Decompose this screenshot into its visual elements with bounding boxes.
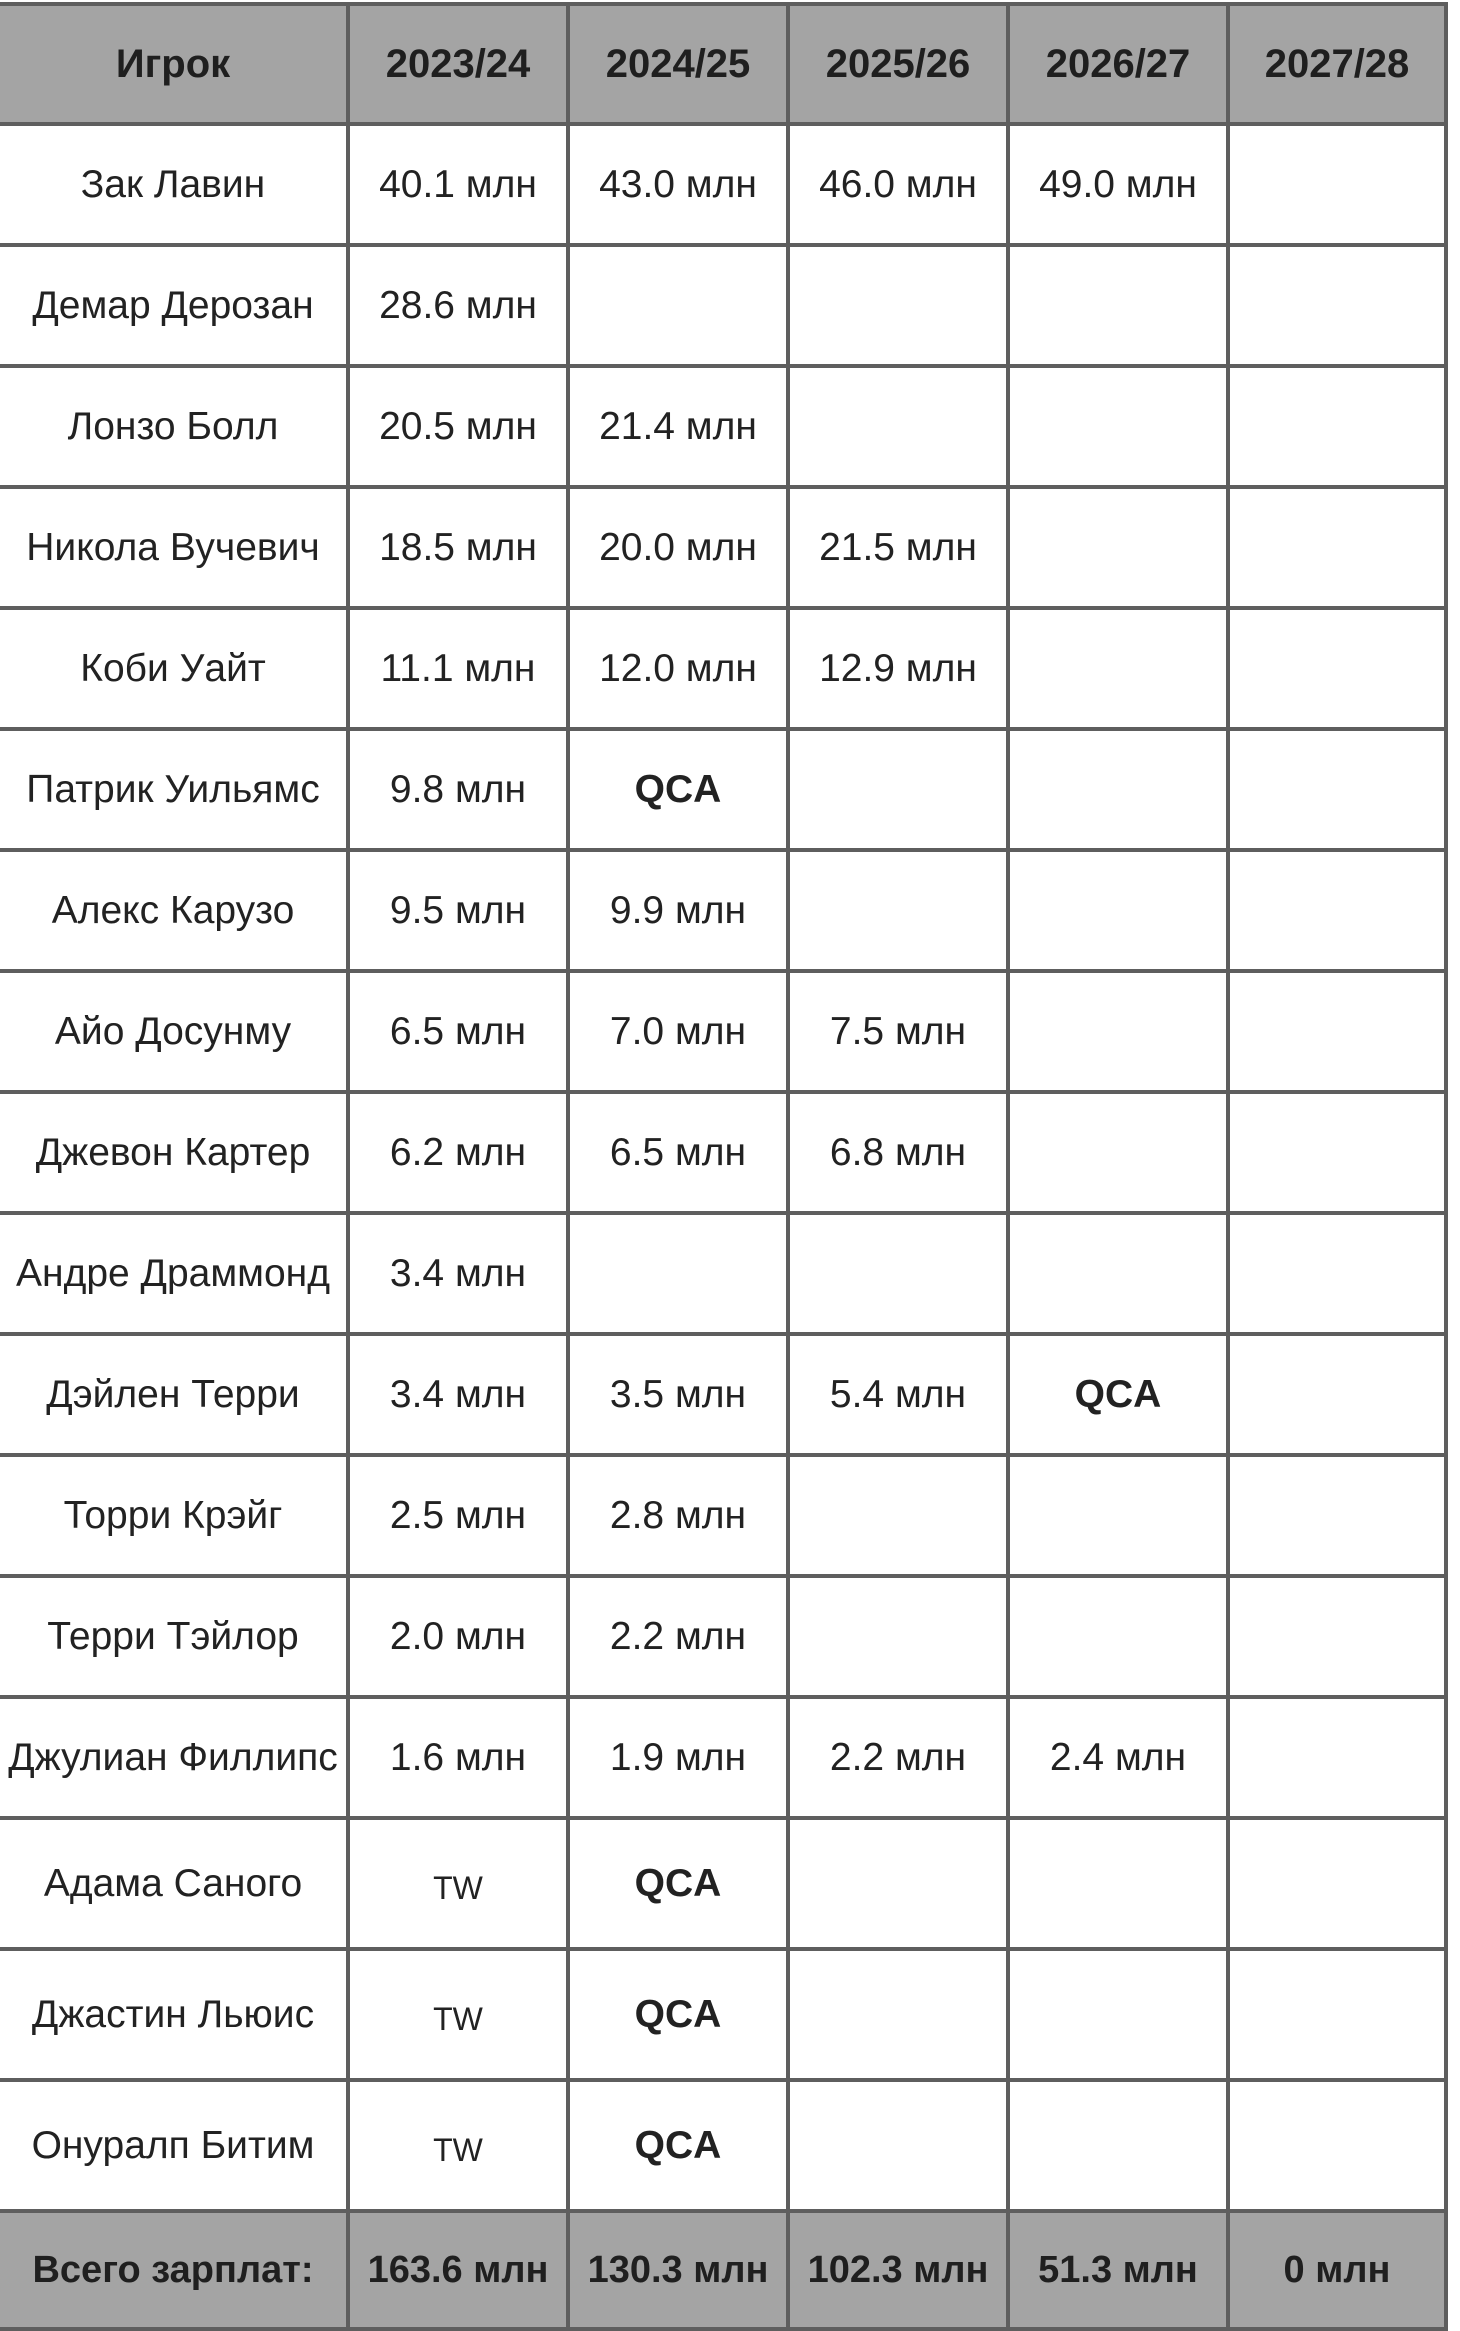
table-row (0, 852, 1444, 969)
salary-cell: 21.5 млн (790, 489, 1006, 606)
salary-cell: 5.4 млн (790, 1336, 1006, 1453)
salary-cell (1010, 973, 1226, 1090)
salary-cell: 18.5 млн (350, 489, 566, 606)
salary-table (0, 2, 1448, 2331)
header-season-2027-28: 2027/28 (1230, 6, 1444, 122)
salary-cell: QCA (570, 1951, 786, 2078)
salary-cell (1230, 489, 1444, 606)
player-name: Лонзо Болл (0, 368, 346, 485)
salary-cell (1010, 1215, 1226, 1332)
table-row (0, 1457, 1444, 1574)
header-season-2023-24: 2023/24 (350, 6, 566, 122)
salary-cell (790, 1215, 1006, 1332)
header-season-2024-25: 2024/25 (570, 6, 786, 122)
header-season-2025-26: 2025/26 (790, 6, 1006, 122)
salary-cell: TW (350, 2082, 566, 2209)
salary-cell: 3.4 млн (350, 1336, 566, 1453)
salary-cell: 1.9 млн (570, 1699, 786, 1816)
salary-cell: 2.2 млн (570, 1578, 786, 1695)
table-row (0, 1578, 1444, 1695)
total-cell: 102.3 млн (790, 2213, 1006, 2327)
salary-cell: 6.5 млн (350, 973, 566, 1090)
salary-cell: 20.5 млн (350, 368, 566, 485)
player-name: Коби Уайт (0, 610, 346, 727)
table-body (0, 126, 1444, 2209)
table-row (0, 1820, 1444, 1947)
table-row (0, 2082, 1444, 2209)
salary-cell (1230, 247, 1444, 364)
salary-cell (790, 1820, 1006, 1947)
table-row (0, 1699, 1444, 1816)
player-name: Демар Дерозан (0, 247, 346, 364)
total-cell: 130.3 млн (570, 2213, 786, 2327)
player-name: Андре Драммонд (0, 1215, 346, 1332)
salary-cell (1010, 852, 1226, 969)
salary-cell (1010, 368, 1226, 485)
salary-cell (1230, 1578, 1444, 1695)
table-row (0, 126, 1444, 243)
salary-cell (1230, 1820, 1444, 1947)
salary-cell: 28.6 млн (350, 247, 566, 364)
salary-cell: 7.0 млн (570, 973, 786, 1090)
player-name: Патрик Уильямс (0, 731, 346, 848)
salary-cell: 2.8 млн (570, 1457, 786, 1574)
salary-cell (790, 731, 1006, 848)
salary-cell: 1.6 млн (350, 1699, 566, 1816)
salary-cell (790, 368, 1006, 485)
salary-cell: TW (350, 1951, 566, 2078)
player-name: Айо Досунму (0, 973, 346, 1090)
salary-cell: 40.1 млн (350, 126, 566, 243)
salary-cell (570, 247, 786, 364)
salary-cell (1230, 1699, 1444, 1816)
total-cell: 51.3 млн (1010, 2213, 1226, 2327)
player-name: Никола Вучевич (0, 489, 346, 606)
salary-cell (1010, 1094, 1226, 1211)
salary-cell (1010, 1457, 1226, 1574)
salary-cell (1230, 126, 1444, 243)
salary-cell (1230, 1215, 1444, 1332)
player-name: Зак Лавин (0, 126, 346, 243)
header-row (0, 6, 1444, 122)
table-row (0, 489, 1444, 606)
salary-cell: 9.5 млн (350, 852, 566, 969)
salary-cell (1230, 1336, 1444, 1453)
salary-cell (790, 2082, 1006, 2209)
salary-cell: 2.4 млн (1010, 1699, 1226, 1816)
salary-cell: 9.9 млн (570, 852, 786, 969)
salary-cell: 3.4 млн (350, 1215, 566, 1332)
salary-cell (570, 1215, 786, 1332)
salary-cell: QCA (570, 1820, 786, 1947)
salary-cell: 7.5 млн (790, 973, 1006, 1090)
salary-cell: 3.5 млн (570, 1336, 786, 1453)
table-row (0, 973, 1444, 1090)
table-row (0, 731, 1444, 848)
table-row (0, 610, 1444, 727)
salary-cell (1010, 1820, 1226, 1947)
player-name: Дэйлен Терри (0, 1336, 346, 1453)
salary-cell (1010, 489, 1226, 606)
totals-row (0, 2213, 1444, 2327)
salary-cell: 21.4 млн (570, 368, 786, 485)
table-row (0, 1215, 1444, 1332)
salary-cell (1010, 2082, 1226, 2209)
salary-cell: 6.2 млн (350, 1094, 566, 1211)
salary-cell (1230, 852, 1444, 969)
salary-cell (1230, 368, 1444, 485)
salary-cell: QCA (1010, 1336, 1226, 1453)
salary-cell (1230, 1951, 1444, 2078)
salary-cell (1230, 610, 1444, 727)
total-cell: 163.6 млн (350, 2213, 566, 2327)
salary-cell (1230, 973, 1444, 1090)
salary-cell: 43.0 млн (570, 126, 786, 243)
player-name: Терри Тэйлор (0, 1578, 346, 1695)
table-row (0, 1951, 1444, 2078)
salary-cell (790, 1457, 1006, 1574)
salary-cell: 11.1 млн (350, 610, 566, 727)
salary-cell: QCA (570, 2082, 786, 2209)
salary-cell: TW (350, 1820, 566, 1947)
salary-cell (1010, 731, 1226, 848)
player-name: Онуралп Битим (0, 2082, 346, 2209)
salary-cell: QCA (570, 731, 786, 848)
player-name: Джулиан Филлипс (0, 1699, 346, 1816)
salary-cell: 46.0 млн (790, 126, 1006, 243)
table-row (0, 1094, 1444, 1211)
table-row (0, 247, 1444, 364)
salary-cell (1230, 1457, 1444, 1574)
salary-cell: 2.5 млн (350, 1457, 566, 1574)
header-player: Игрок (0, 6, 346, 122)
salary-cell: 9.8 млн (350, 731, 566, 848)
table-row (0, 1336, 1444, 1453)
salary-cell (1010, 1578, 1226, 1695)
player-name: Джевон Картер (0, 1094, 346, 1211)
salary-cell (1230, 1094, 1444, 1211)
player-name: Джастин Льюис (0, 1951, 346, 2078)
salary-cell (1230, 2082, 1444, 2209)
salary-cell: 12.0 млн (570, 610, 786, 727)
player-name: Торри Крэйг (0, 1457, 346, 1574)
salary-cell (790, 1951, 1006, 2078)
salary-cell: 2.0 млн (350, 1578, 566, 1695)
player-name: Адама Саного (0, 1820, 346, 1947)
salary-cell: 49.0 млн (1010, 126, 1226, 243)
salary-cell: 12.9 млн (790, 610, 1006, 727)
salary-cell: 6.8 млн (790, 1094, 1006, 1211)
totals-label: Всего зарплат: (0, 2213, 346, 2327)
salary-cell (790, 247, 1006, 364)
player-name: Алекс Карузо (0, 852, 346, 969)
salary-cell (790, 852, 1006, 969)
total-cell: 0 млн (1230, 2213, 1444, 2327)
salary-cell (1010, 610, 1226, 727)
salary-cell (1010, 1951, 1226, 2078)
salary-cell: 20.0 млн (570, 489, 786, 606)
table-row (0, 368, 1444, 485)
salary-cell (790, 1578, 1006, 1695)
salary-cell (1230, 731, 1444, 848)
salary-cell: 2.2 млн (790, 1699, 1006, 1816)
salary-cell: 6.5 млн (570, 1094, 786, 1211)
header-season-2026-27: 2026/27 (1010, 6, 1226, 122)
salary-cell (1010, 247, 1226, 364)
